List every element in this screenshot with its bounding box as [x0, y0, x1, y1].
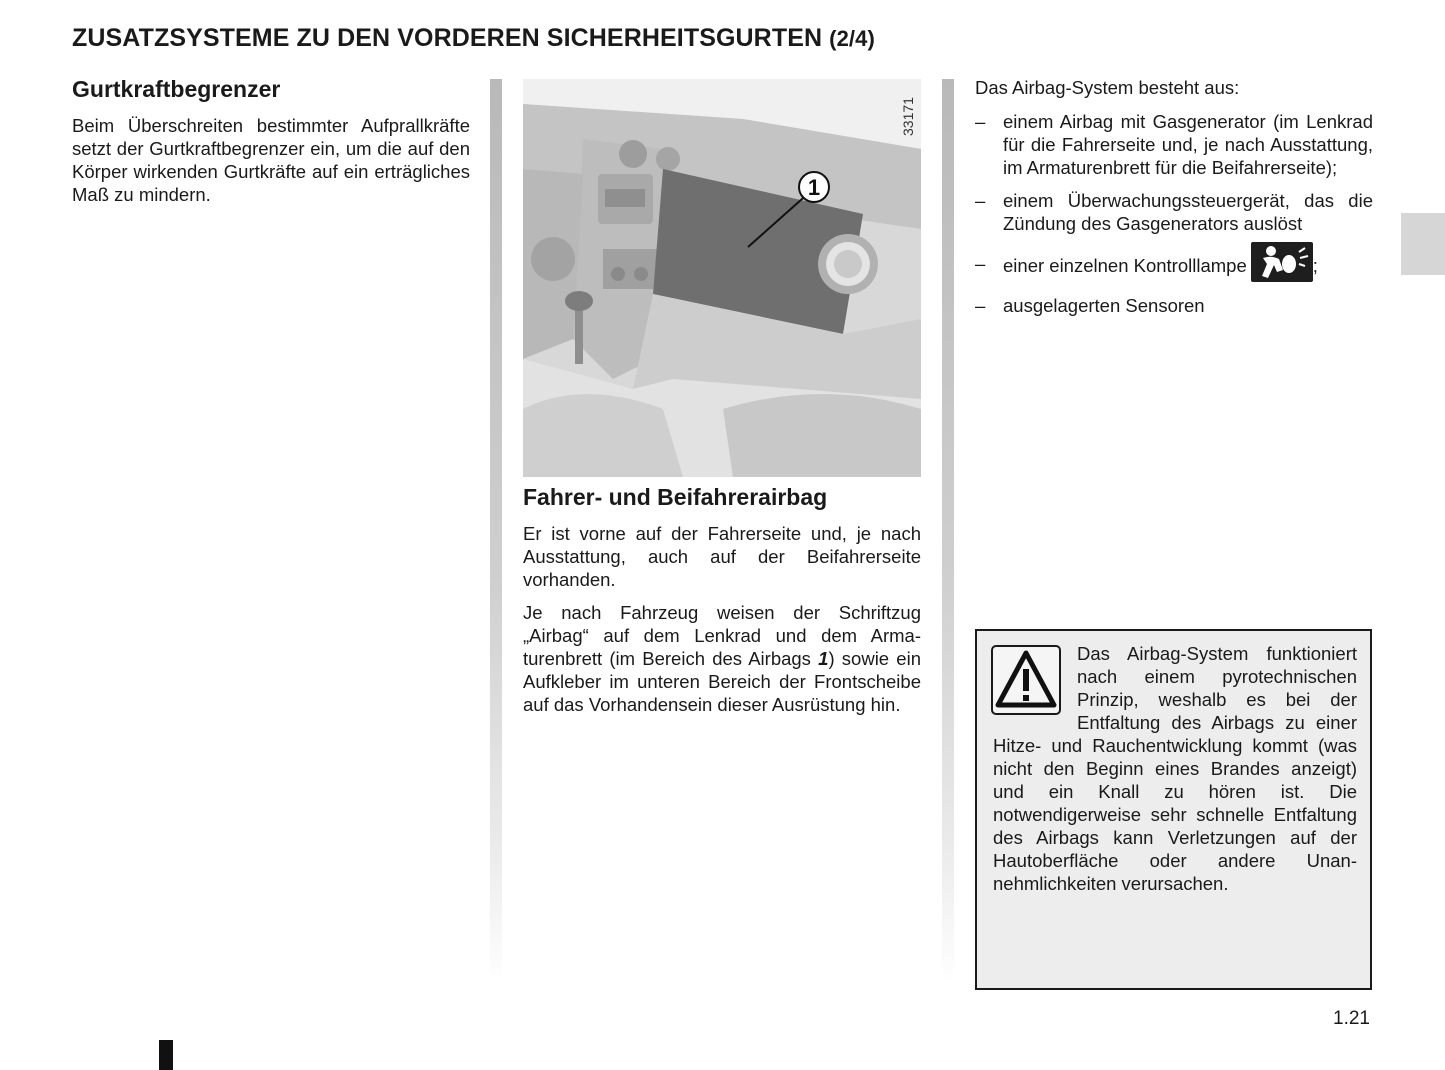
list-item-text: einer einzelnen Kontrolllampe: [1003, 254, 1247, 276]
airbag-paragraph-2: [523, 601, 921, 716]
list-item: [975, 294, 1373, 317]
list-dash: –: [975, 111, 986, 132]
figure-reference-number: 33171: [900, 97, 916, 136]
airbag-warning-lamp-icon: [1251, 242, 1313, 282]
dashboard-illustration: [523, 79, 921, 477]
list-item-suffix: ;: [1312, 254, 1318, 276]
list-dash: –: [975, 253, 986, 274]
airbag-system-intro: Das Airbag-System besteht aus:: [975, 77, 1240, 98]
list-item: [975, 110, 1373, 179]
list-dash: –: [975, 295, 986, 316]
page-title-suffix: (2/4): [829, 26, 875, 51]
airbag-paragraph-2-text-end: ) sowie ein Aufkleber im unteren Bereich der Frontscheibe auf das Vorhandensein dieser Ausrüstung hin.: [523, 648, 921, 715]
list-item: [975, 252, 1373, 282]
column-divider: [942, 79, 954, 984]
list-item-text: einem Überwachungssteuergerät, das die Zündung des Gasgenerators auslöst: [1003, 190, 1373, 234]
list-item-text: einem Airbag mit Gasgenerator (im Lenkrad für die Fahrerseite und, je nach Ausstattung, im Armaturenbrett für die Beifahrerseite);: [1003, 111, 1373, 178]
page-title: [72, 24, 875, 53]
list-item-text: ausgelagerten Sensoren: [1003, 295, 1205, 316]
warning-text-content: Das Airbag-System funktioniert nach einem pyrotechnischen Prinzip, weshalb es bei der Entfaltung des Airbags zu einer Hitze- und Rauchentwicklung kommt (was nicht den Beginn eines Brandes anzeigt) und ein Knall zu hören ist. Die notwendigerweise sehr schnelle Entfaltung des Airbags kann Verletzungen auf der Hautoberfläche oder andere Unannehmlichkeiten verursachen.: [993, 643, 1357, 894]
gurtkraftbegrenzer-paragraph: Beim Überschreiten bestimmter Aufprallkräfte setzt der Gurtkraftbegrenzer ein, um die auf den Körper wirkenden Gurtkräfte auf ein erträgliches Maß zu mindern.: [72, 115, 470, 205]
airbag-system-components: [975, 110, 1373, 327]
warning-text: [993, 642, 1357, 895]
callout-number: 1: [807, 175, 821, 200]
page-title-text: ZUSATZSYSTEME ZU DEN VORDEREN SICHERHEITSGURTEN: [72, 24, 823, 52]
airbag-paragraph-1: Er ist vorne auf der Fahrerseite und, je nach Ausstattung, auch auf der Beifahrerseite vorhanden.: [523, 523, 921, 590]
page-number: 1.21: [1333, 1008, 1370, 1029]
section-heading-airbag: Fahrer- und Beifahrerairbag: [523, 484, 828, 510]
column-divider: [490, 79, 502, 984]
print-mark: [159, 1040, 173, 1070]
warning-box: [975, 629, 1372, 990]
airbag-paragraph-2-text: Je nach Fahrzeug weisen der Schriftzug „Airbag“ auf dem Lenkrad und dem Armaturenbrett (im Bereich des Airbags: [523, 602, 921, 669]
airbag-reference-number: 1: [818, 648, 829, 669]
dashboard-drawing: [523, 79, 921, 477]
chapter-edge-tab: [1401, 213, 1445, 275]
section-heading-gurtkraftbegrenzer: Gurtkraftbegrenzer: [72, 76, 281, 102]
list-dash: –: [975, 190, 986, 211]
list-item: [975, 189, 1373, 235]
